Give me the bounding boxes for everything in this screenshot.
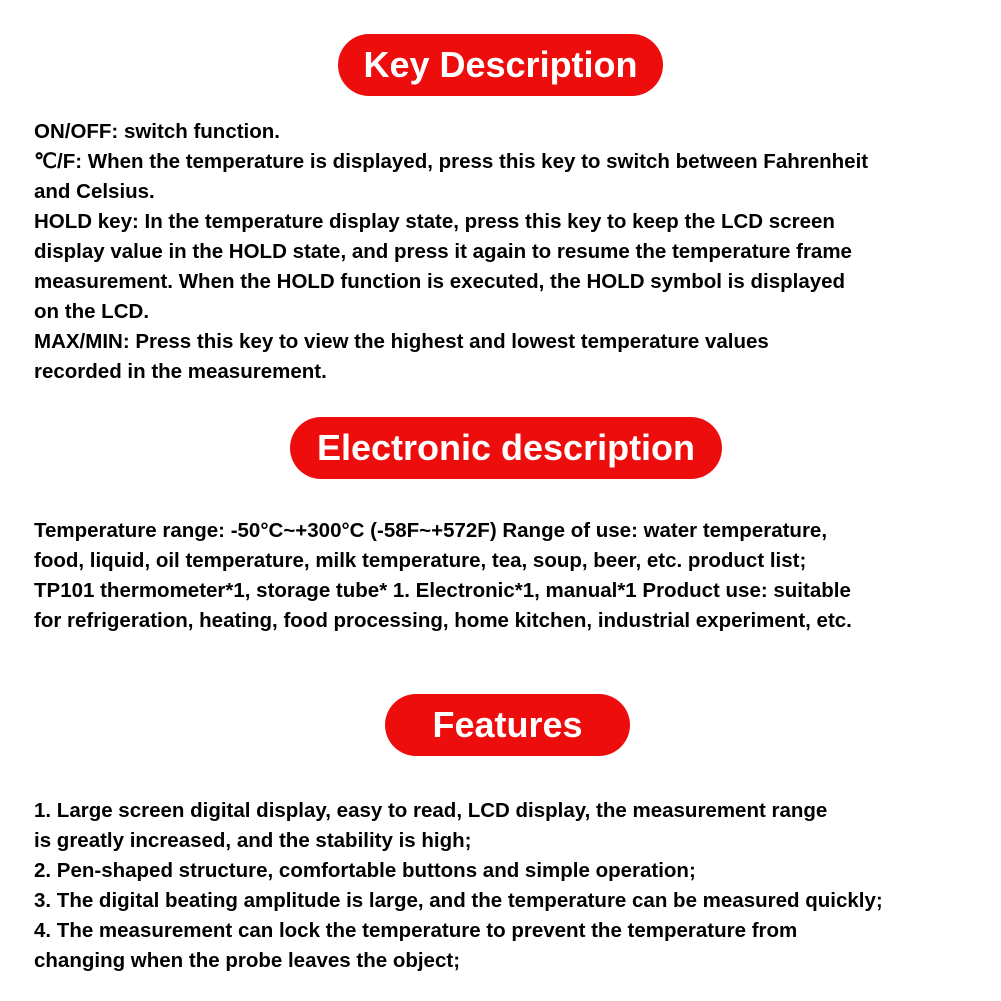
electronic-description-text: [34, 516, 852, 636]
text-line: 2. Pen-shaped structure, comfortable buttons and simple operation;: [34, 859, 696, 882]
features-text: [34, 796, 883, 976]
text-line: changing when the probe leaves the object;: [34, 949, 461, 972]
electronic-description-heading: Electronic description: [290, 417, 722, 479]
text-line: for refrigeration, heating, food processing, home kitchen, industrial experiment, etc.: [34, 609, 852, 632]
text-line: 3. The digital beating amplitude is large, and the temperature can be measured quickly;: [34, 889, 883, 912]
key-description-heading: Key Description: [338, 34, 663, 96]
text-line: TP101 thermometer*1, storage tube* 1. Electronic*1, manual*1 Product use: suitable: [34, 579, 851, 602]
text-line: MAX/MIN: Press this key to view the highest and lowest temperature values: [34, 330, 769, 353]
text-line: measurement. When the HOLD function is executed, the HOLD symbol is displayed: [34, 270, 846, 293]
text-line: on the LCD.: [34, 300, 150, 323]
text-line: is greatly increased, and the stability is high;: [34, 829, 472, 852]
text-line: 4. The measurement can lock the temperature to prevent the temperature from: [34, 919, 798, 942]
features-heading: Features: [385, 694, 630, 756]
text-line: 1. Large screen digital display, easy to read, LCD display, the measurement range: [34, 799, 828, 822]
text-line: and Celsius.: [34, 180, 155, 203]
key-description-text: [34, 117, 868, 387]
text-line: ℃/F: When the temperature is displayed, press this key to switch between Fahrenheit: [34, 150, 869, 173]
text-line: recorded in the measurement.: [34, 360, 327, 383]
text-line: display value in the HOLD state, and press it again to resume the temperature frame: [34, 240, 852, 263]
text-line: HOLD key: In the temperature display state, press this key to keep the LCD screen: [34, 210, 835, 233]
text-line: Temperature range: -50°C~+300°C (-58F~+572F) Range of use: water temperature,: [34, 519, 828, 542]
text-line: food, liquid, oil temperature, milk temperature, tea, soup, beer, etc. product list;: [34, 549, 807, 572]
text-line: ON/OFF: switch function.: [34, 120, 280, 143]
